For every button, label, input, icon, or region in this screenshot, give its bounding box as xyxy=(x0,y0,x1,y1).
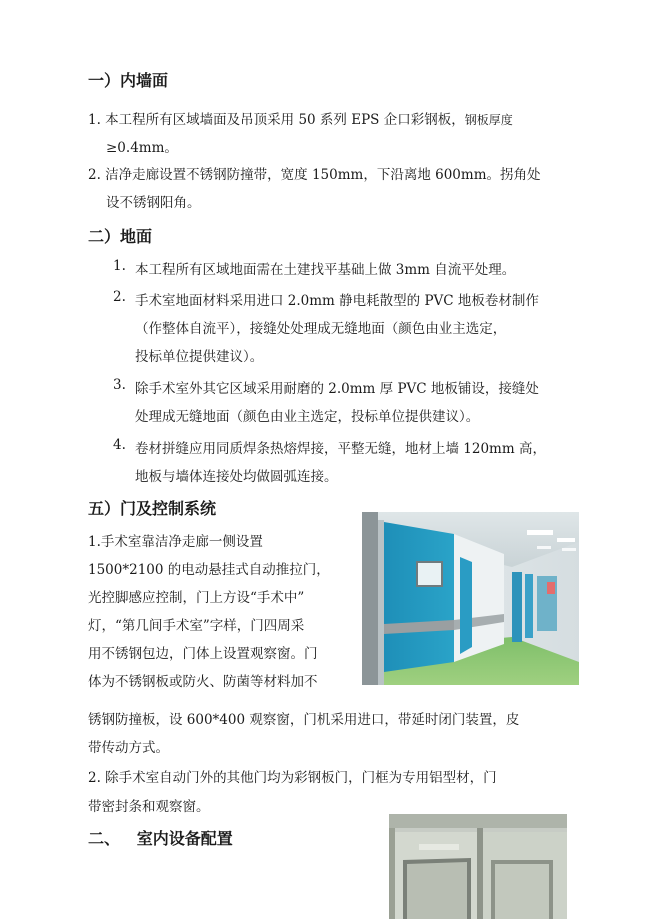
paragraph-line: 带传动方式。 xyxy=(88,740,169,756)
paragraph-line: 2. 洁净走廊设置不锈钢防撞带，宽度 150mm，下沿离地 600mm。拐角处 xyxy=(88,167,541,183)
list-item-line: 地板与墙体连接处均做圆弧连接。 xyxy=(135,469,338,485)
paragraph-line: 1.手术室靠洁净走廊一侧设置 xyxy=(88,534,263,550)
paragraph-line: 光控脚感应控制，门上方设“手术中” xyxy=(88,590,305,606)
paragraph-line: 1500*2100 的电动悬挂式自动推拉门， xyxy=(88,562,330,578)
paragraph-line: 2. 除手术室自动门外的其他门均为彩钢板门，门框为专用铝型材，门 xyxy=(88,770,497,786)
section-heading-inner-wall: 一）内墙面 xyxy=(88,71,169,90)
list-item-line: 本工程所有区域地面需在土建找平基础上做 3mm 自流平处理。 xyxy=(135,262,516,278)
paragraph-line: 体为不锈钢板或防火、防菌等材料加不 xyxy=(88,674,318,690)
paragraph-line: ≥0.4mm。 xyxy=(106,140,178,156)
corridor-door-photo xyxy=(362,512,579,685)
section-heading-equipment: 二、 室内设备配置 xyxy=(88,829,233,848)
paragraph-line: 灯，“第几间手术室”字样，门四周采 xyxy=(88,618,305,634)
paragraph-line: 带密封条和观察窗。 xyxy=(88,799,210,815)
paragraph-line: 设不锈钢阳角。 xyxy=(106,195,201,211)
corridor-door-illustration xyxy=(362,512,579,685)
list-item-line: 处理成无缝地面（颜色由业主选定，投标单位提供建议）。 xyxy=(135,409,480,425)
equipment-cabinet-illustration xyxy=(389,814,567,919)
list-item-line: 除手术室外其它区域采用耐磨的 2.0mm 厚 PVC 地板铺设，接缝处 xyxy=(135,381,539,397)
text-small: 钢板厚度 xyxy=(464,113,513,127)
list-item-number: 1. xyxy=(113,258,126,274)
list-item-line: 卷材拼缝应用同质焊条热熔焊接，平整无缝，地材上墙 120mm 高， xyxy=(135,441,546,457)
list-item-line: 投标单位提供建议）。 xyxy=(135,349,264,365)
paragraph-line xyxy=(88,108,513,128)
equipment-cabinet-photo xyxy=(389,814,567,919)
text: 1. 本工程所有区域墙面及吊顶采用 50 系列 EPS 企口彩钢板， xyxy=(88,112,465,128)
list-item-line: 手术室地面材料采用进口 2.0mm 静电耗散型的 PVC 地板卷材制作 xyxy=(135,293,539,309)
paragraph-line: 用不锈钢包边，门体上设置观察窗。门 xyxy=(88,646,318,662)
list-item-line: （作整体自流平），接缝处处理成无缝地面（颜色由业主选定， xyxy=(135,321,507,337)
list-item-number: 4. xyxy=(113,437,126,453)
paragraph-line: 锈钢防撞板，设 600*400 观察窗，门机采用进口，带延时闭门装置，皮 xyxy=(88,712,520,728)
section-heading-floor: 二）地面 xyxy=(88,227,153,246)
section-heading-doors: 五）门及控制系统 xyxy=(88,499,217,518)
list-item-number: 3. xyxy=(113,377,126,393)
list-item-number: 2. xyxy=(113,289,126,305)
